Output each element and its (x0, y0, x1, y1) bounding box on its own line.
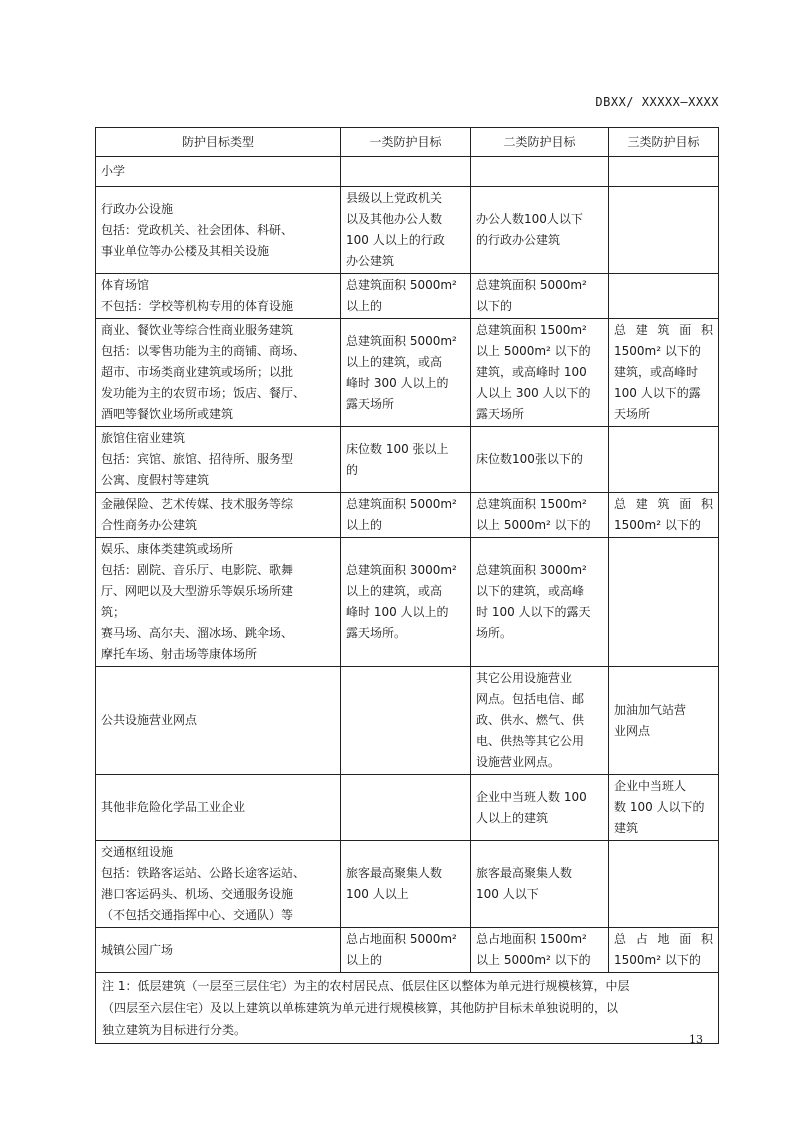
table-note-row (96, 973, 719, 1044)
cell-line: 包括：宾馆、旅馆、招待所、服务型 (101, 452, 294, 466)
cell-line: 总建筑面积 3000m² (346, 563, 457, 577)
cell-line: 床位数100张以下的 (476, 452, 583, 466)
column-header-class-1: 一类防护目标 (341, 128, 471, 157)
column-header-type: 防护目标类型 (96, 128, 341, 157)
class-2-cell (471, 187, 609, 274)
table-row (96, 667, 719, 775)
class-1-cell (341, 841, 471, 928)
class-3-cell (609, 775, 719, 841)
table-row (96, 157, 719, 187)
cell-line: 100 人以下 (476, 887, 539, 901)
cell-line: 企业中当班人数 100 (476, 789, 587, 804)
table-row (96, 493, 719, 538)
cell-line: 其他非危险化学品工业企业 (101, 800, 246, 814)
cell-line: 露天场所 (476, 407, 525, 421)
cell-line: 酒吧等餐饮业场所或建筑 (101, 407, 234, 421)
cell-line: 办公人数100人以下 (476, 212, 583, 226)
class-1-cell (341, 928, 471, 973)
class-3-cell (609, 274, 719, 319)
class-2-cell (471, 775, 609, 841)
cell-line: 以上的 (346, 299, 383, 313)
cell-line: 人以上 300 人以下的 (476, 386, 591, 400)
cell-line: 企业中当班人 (614, 779, 687, 793)
target-type-cell (96, 427, 341, 493)
table-row (96, 928, 719, 973)
target-type-cell (96, 928, 341, 973)
cell-line: 网点。包括电信、邮 (476, 692, 585, 706)
cell-line: 1500m² 以下的 (614, 518, 701, 532)
cell-line: 100 人以下的露 (614, 386, 701, 400)
table-header-row (96, 128, 719, 157)
class-1-cell (341, 667, 471, 775)
cell-line: 旅馆住宿业建筑 (101, 431, 186, 445)
cell-line: 总建筑面积 3000m² (476, 563, 587, 577)
cell-line: 场所。 (476, 626, 513, 640)
cell-line: 公共设施营业网点 (101, 713, 198, 727)
protection-target-table (95, 127, 719, 1044)
table-row (96, 841, 719, 928)
class-2-cell (471, 928, 609, 973)
cell-line: 赛马场、高尔夫、溜冰场、跳伞场、 (101, 626, 294, 640)
class-1-cell (341, 187, 471, 274)
cell-line: 总建筑面积 5000m² (346, 278, 457, 292)
cell-line: 以上 5000m² 以下的 (476, 953, 591, 967)
cell-line: 不包括：学校等机构专用的体育设施 (101, 299, 294, 313)
cell-line: 体育场馆 (101, 278, 150, 292)
class-2-cell (471, 538, 609, 667)
cell-line: 露天场所。 (346, 626, 407, 640)
cell-line: 以下的 (476, 299, 513, 313)
class-3-cell (609, 841, 719, 928)
cell-line: 总 建 筑 面 积 (614, 323, 713, 337)
class-2-cell (471, 427, 609, 493)
cell-line: 床位数 100 张以上 (346, 441, 449, 456)
class-1-cell (341, 775, 471, 841)
table-row (96, 775, 719, 841)
cell-line: 旅客最高聚集人数 (476, 866, 573, 880)
class-2-cell (471, 157, 609, 187)
cell-line: 包括：剧院、音乐厅、电影院、歌舞 (101, 563, 294, 577)
cell-line: 的行政办公建筑 (476, 233, 561, 247)
cell-line: 以上 5000m² 以下的 (476, 344, 591, 358)
cell-line: 业网点 (614, 723, 651, 738)
target-type-cell (96, 775, 341, 841)
cell-line: 人以上的建筑 (476, 810, 549, 825)
target-type-cell (96, 493, 341, 538)
cell-line: 政、供水、燃气、供 (476, 713, 585, 727)
note-line: 注 1：低层建筑（一层至三层住宅）为主的农村居民点、低层住区以整体为单元进行规模核算，中层 (102, 979, 630, 993)
cell-line: 数 100 人以下的 (614, 800, 705, 814)
cell-line: 总占地面积 5000m² (346, 932, 457, 946)
column-header-class-3: 三类防护目标 (609, 128, 719, 157)
cell-line: 以及其他办公人数 (346, 212, 443, 226)
cell-line: 设施营业网点。 (476, 755, 561, 769)
cell-line: 以下的建筑，或高峰 (476, 584, 585, 598)
cell-line: 城镇公园广场 (101, 942, 174, 957)
cell-line: 公寓、度假村等建筑 (101, 473, 210, 487)
table-row (96, 187, 719, 274)
cell-line: 超市、市场类商业建筑或场所；以批 (101, 365, 294, 379)
cell-line: 摩托车场、射击场等康体场所 (101, 647, 258, 661)
class-2-cell (471, 274, 609, 319)
cell-line: 以上 5000m² 以下的 (476, 518, 591, 532)
target-type-cell (96, 157, 341, 187)
cell-line: 天场所 (614, 407, 651, 421)
cell-line: 以上的 (346, 518, 383, 532)
cell-line: 港口客运码头、机场、交通服务设施 (101, 887, 294, 901)
cell-line: 其它公用设施营业 (476, 671, 573, 685)
class-2-cell (471, 841, 609, 928)
cell-line: 商业、餐饮业等综合性商业服务建筑 (101, 323, 294, 337)
cell-line: 包括：铁路客运站、公路长途客运站、 (101, 866, 306, 880)
cell-line: 厅、网吧以及大型游乐等娱乐场所建 (101, 584, 294, 598)
cell-line: 筑； (101, 605, 126, 619)
cell-line: 时 100 人以下的露天 (476, 605, 591, 619)
table-row (96, 538, 719, 667)
cell-line: 总建筑面积 1500m² (476, 497, 587, 511)
cell-line: 娱乐、康体类建筑或场所 (101, 542, 234, 556)
target-type-cell (96, 187, 341, 274)
class-1-cell (341, 493, 471, 538)
cell-line: 1500m² 以下的 (614, 953, 701, 967)
cell-line: 总建筑面积 5000m² (346, 333, 457, 348)
cell-line: 100 人以上 (346, 887, 409, 901)
cell-line: 加油加气站营 (614, 702, 687, 717)
class-3-cell (609, 493, 719, 538)
cell-line: 金融保险、艺术传媒、技术服务等综 (101, 497, 294, 511)
table-row (96, 427, 719, 493)
cell-line: 建筑，或高峰时 (614, 365, 699, 379)
cell-line: 县级以上党政机关 (346, 191, 443, 205)
class-3-cell (609, 187, 719, 274)
target-type-cell (96, 841, 341, 928)
cell-line: 以上的建筑，或高 (346, 584, 443, 598)
target-type-cell (96, 538, 341, 667)
target-type-cell (96, 274, 341, 319)
cell-line: 总 建 筑 面 积 (614, 497, 713, 511)
cell-line: 包括：党政机关、社会团体、科研、 (101, 222, 294, 237)
cell-line: 总建筑面积 5000m² (346, 497, 457, 511)
cell-line: 合性商务办公建筑 (101, 518, 198, 532)
cell-line: 总占地面积 1500m² (476, 932, 587, 946)
class-1-cell (341, 319, 471, 427)
cell-line: 峰时 100 人以上的 (346, 605, 449, 619)
cell-line: 小学 (101, 164, 126, 178)
class-3-cell (609, 667, 719, 775)
cell-line: （不包括交通指挥中心、交通队）等 (101, 908, 294, 922)
note-line: （四层至六层住宅）及以上建筑以单栋建筑为单元进行规模核算，其他防护目标未单独说明的，以 (102, 1001, 619, 1015)
class-3-cell (609, 427, 719, 493)
cell-line: 总建筑面积 1500m² (476, 323, 587, 337)
document-code: DBXX/ XXXXX—XXXX (595, 95, 719, 109)
table-note (96, 973, 719, 1044)
cell-line: 总建筑面积 5000m² (476, 278, 587, 292)
cell-line: 行政办公设施 (101, 201, 174, 216)
cell-line: 的 (346, 462, 359, 477)
class-1-cell (341, 427, 471, 493)
cell-line: 建筑，或高峰时 100 (476, 365, 587, 379)
cell-line: 以上的 (346, 953, 383, 967)
cell-line: 发功能为主的农贸市场；饭店、餐厅、 (101, 386, 306, 400)
cell-line: 1500m² 以下的 (614, 344, 701, 358)
class-2-cell (471, 667, 609, 775)
class-1-cell (341, 538, 471, 667)
class-3-cell (609, 157, 719, 187)
class-1-cell (341, 157, 471, 187)
cell-line: 100 人以上的行政 (346, 233, 445, 247)
class-3-cell (609, 928, 719, 973)
target-type-cell (96, 667, 341, 775)
cell-line: 总 占 地 面 积 (614, 932, 713, 946)
cell-line: 包括：以零售功能为主的商铺、商场、 (101, 344, 306, 358)
cell-line: 建筑 (614, 821, 639, 835)
cell-line: 以上的建筑，或高 (346, 354, 443, 369)
class-2-cell (471, 319, 609, 427)
cell-line: 旅客最高聚集人数 (346, 866, 443, 880)
table-row (96, 274, 719, 319)
class-1-cell (341, 274, 471, 319)
cell-line: 交通枢纽设施 (101, 845, 174, 859)
cell-line: 事业单位等办公楼及其相关设施 (101, 243, 270, 258)
class-2-cell (471, 493, 609, 538)
cell-line: 峰时 300 人以上的 (346, 375, 449, 390)
note-line: 独立建筑为目标进行分类。 (102, 1023, 247, 1037)
target-type-cell (96, 319, 341, 427)
class-3-cell (609, 319, 719, 427)
cell-line: 电、供热等其它公用 (476, 734, 585, 748)
cell-line: 露天场所 (346, 396, 395, 411)
class-3-cell (609, 538, 719, 667)
column-header-class-2: 二类防护目标 (471, 128, 609, 157)
page-number: 13 (689, 1033, 703, 1046)
cell-line: 办公建筑 (346, 254, 395, 268)
table-row (96, 319, 719, 427)
